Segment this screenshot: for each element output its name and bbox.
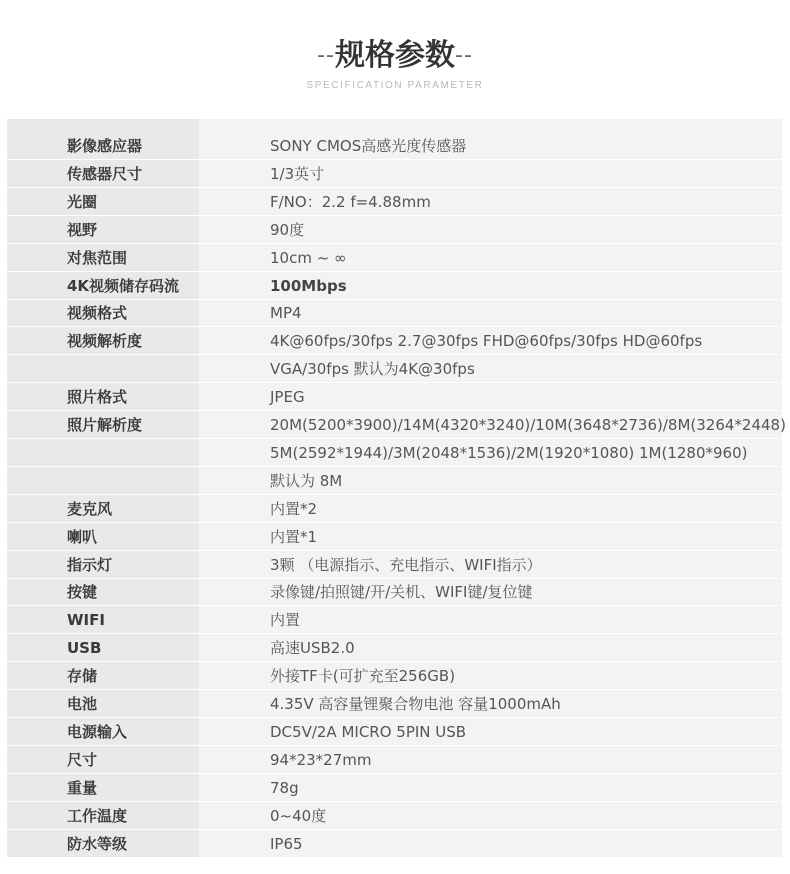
spec-label: 防水等级 [67,835,128,853]
header [0,0,790,118]
spec-value: 内置*1 [270,528,318,546]
spec-row [7,384,782,411]
spec-value: VGA/30fps 默认为4K@30fps [270,360,475,378]
spec-value: 4.35V 高容量锂聚合物电池 容量1000mAh [270,695,561,713]
spec-value: 5M(2592*1944)/3M(2048*1536)/2M(1920*1080) 1M(1280*960) [270,444,748,462]
spec-label: 喇叭 [67,528,98,546]
spec-label: 重量 [67,779,98,797]
spec-label: 尺寸 [67,751,98,769]
spec-value: MP4 [270,304,302,322]
spec-label: 照片解析度 [67,416,143,434]
spec-label: 影像感应器 [67,137,143,155]
spec-row [7,189,782,216]
spec-label: 电源输入 [67,723,128,741]
spec-label: 工作温度 [67,807,128,825]
spec-value: 录像键/拍照键/开/关机、WIFI键/复位键 [270,583,533,601]
spec-row [7,552,782,579]
title-dash-right: -- [455,43,473,68]
spec-label: 传感器尺寸 [67,165,143,183]
spec-table [7,119,786,858]
spec-row [7,412,786,439]
spec-row [7,468,782,495]
spec-label: 视频解析度 [67,332,143,350]
spec-row [7,440,782,467]
spec-value: 内置 [270,611,301,629]
spec-label: 存储 [67,667,98,685]
spec-label: 视野 [67,221,98,239]
spec-value: 内置*2 [270,500,318,518]
spec-row [7,663,782,690]
spec-value: 10cm ~ ∞ [270,249,347,267]
spec-label: 照片格式 [67,388,128,406]
spec-value: 20M(5200*3900)/14M(4320*3240)/10M(3648*2736)/8M(3264*2448) [270,416,786,434]
spec-row [7,719,782,746]
spec-value: 高速USB2.0 [270,639,355,657]
spec-value: 默认为 8M [270,472,343,490]
spec-value: 3颗 （电源指示、充电指示、WIFI指示） [270,556,542,574]
spec-row [7,496,782,523]
spec-value: 100Mbps [270,277,347,295]
spec-row [7,161,782,188]
title-dash-left: -- [317,43,335,68]
spec-row [7,356,782,383]
spec-row [7,133,782,160]
spec-label: USB [67,639,102,657]
spec-value: IP65 [270,835,303,853]
title-text: 规格参数 [335,38,455,73]
spec-row [7,245,782,272]
spec-value: SONY CMOS高感光度传感器 [270,137,467,155]
spec-row [7,273,782,300]
spec-value: 4K@60fps/30fps 2.7@30fps FHD@60fps/30fps HD@60fps [270,332,703,350]
spec-label: 按键 [67,583,98,601]
spec-label: WIFI [67,611,105,629]
spec-row [7,300,782,327]
spec-value: 78g [270,779,299,797]
page-title [0,38,790,74]
page-subtitle: SPECIFICATION PARAMETER [306,80,484,91]
spec-row [7,328,782,355]
spec-value: 1/3英寸 [270,165,325,183]
spec-row [7,579,782,606]
spec-value: 90度 [270,221,305,239]
spec-label: 对焦范围 [67,249,128,267]
spec-row [7,803,782,830]
spec-row [7,217,782,244]
spec-row [7,691,782,718]
spec-row [7,747,782,774]
spec-row [7,524,782,551]
spec-value: F/NO：2.2 f=4.88mm [270,193,431,211]
spec-label: 光圈 [67,193,98,211]
spec-value: JPEG [270,388,305,406]
spec-label: 麦克风 [67,500,113,518]
spec-row [7,831,782,858]
spec-value: 0~40度 [270,807,327,825]
spec-value: DC5V/2A MICRO 5PIN USB [270,723,467,741]
spec-label: 指示灯 [67,556,113,574]
spec-row [7,635,782,662]
spec-value: 94*23*27mm [270,751,372,769]
spec-label: 视频格式 [67,304,128,322]
spec-value: 外接TF卡(可扩充至256GB) [270,667,456,685]
spec-row [7,607,782,634]
spec-label: 4K视频储存码流 [67,277,180,295]
spec-row [7,775,782,802]
spec-label: 电池 [67,695,98,713]
